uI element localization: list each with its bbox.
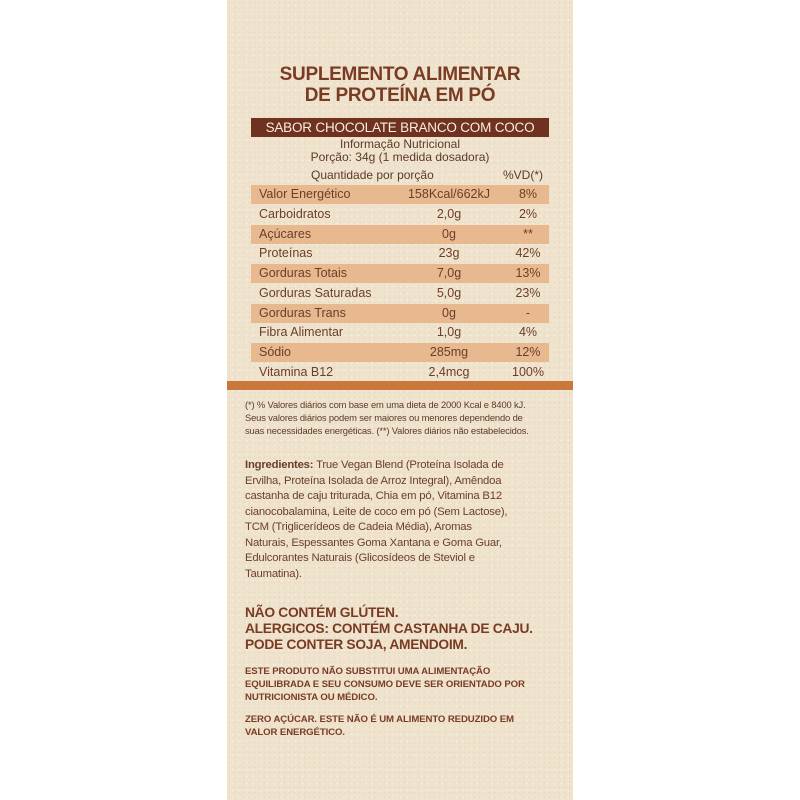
allergen-line: ALERGICOS: CONTÉM CASTANHA DE CAJU.: [245, 621, 533, 636]
nutrient-quantity: 7,0g: [436, 266, 462, 280]
nutrient-quantity: 158Kcal/662kJ: [407, 187, 490, 201]
nutrient-name: Sódio: [259, 345, 291, 359]
nutrition-row: [251, 244, 549, 263]
nutrient-daily-value: 8%: [518, 187, 538, 201]
ingredients-line: castanha de caju triturada, Chia em pó, Vitamina B12: [245, 490, 502, 502]
flavor-banner: SABOR CHOCOLATE BRANCO COM COCO: [251, 118, 549, 137]
serving-size: Porção: 34g (1 medida dosadora): [310, 150, 490, 164]
allergen-line: PODE CONTER SOJA, AMENDOIM.: [245, 637, 468, 652]
nutrient-name: Vitamina B12: [259, 364, 334, 379]
nutrient-name: Proteínas: [259, 246, 313, 261]
nutrition-row: [251, 264, 549, 283]
nutrient-daily-value: 13%: [515, 266, 541, 280]
nutrient-quantity: 0g: [442, 305, 456, 320]
section-divider: [227, 381, 573, 390]
ingredients-block: [245, 458, 565, 582]
footnote-line: suas necessidades energéticas. (**) Valores diários não estabelecidos.: [245, 425, 529, 436]
nutrient-quantity: 0g: [442, 226, 456, 241]
title-line-2: DE PROTEÍNA EM PÓ: [304, 85, 496, 106]
footnote-line: Seus valores diários podem ser maiores ou menores dependendo de: [245, 412, 523, 423]
nutrient-quantity: 23g: [438, 246, 460, 261]
note-line: ZERO AÇÚCAR. ESTE NÃO É UM ALIMENTO REDUZIDO EM: [245, 714, 514, 725]
ingredients-line: Ervilha, Proteína Isolada de Arroz Integral), Amêndoa: [245, 474, 502, 487]
note-line: VALOR ENERGÉTICO.: [245, 727, 345, 738]
nutrition-row: [251, 284, 549, 303]
ingredients-line: TCM (Triglicerídeos de Cadeia Média), Aromas: [245, 521, 472, 533]
product-title: [227, 64, 573, 106]
footnote-line: (*) % Valores diários com base em uma dieta de 2000 Kcal e 8400 kJ.: [245, 399, 526, 410]
nutrient-quantity: 2,0g: [436, 206, 462, 221]
column-header-quantity: Quantidade por porção: [311, 168, 434, 182]
nutrition-row: [251, 205, 549, 224]
nutrient-name: Gorduras Totais: [259, 266, 348, 280]
warning-line: NUTRICIONISTA OU MÉDICO.: [245, 692, 378, 703]
nutrient-daily-value: 12%: [515, 345, 541, 359]
nutrition-row: [251, 304, 549, 323]
nutrient-daily-value: 42%: [515, 246, 541, 261]
nutrition-row: [251, 225, 549, 244]
nutrition-row: [251, 343, 549, 362]
ingredients-line: Edulcorantes Naturais (Glicosídeos de Steviol e: [245, 552, 475, 564]
nutrition-table: [251, 185, 549, 383]
nutrient-daily-value: **: [523, 226, 533, 241]
nutrient-name: Fibra Alimentar: [259, 325, 344, 340]
medical-advice-warning: [245, 665, 565, 704]
ingredients-line: Naturais, Espessantes Goma Xantana e Goma Guar,: [245, 536, 502, 549]
nutrient-quantity: 1,0g: [436, 325, 462, 340]
title-line-1: SUPLEMENTO ALIMENTAR: [279, 64, 521, 85]
column-header-vd: %VD(*): [503, 168, 544, 182]
nutrient-name: Carboidratos: [259, 206, 331, 221]
ingredients-line: cianocobalamina, Leite de coco em pó (Sem Lactose),: [245, 505, 508, 518]
warning-line: ESTE PRODUTO NÃO SUBSTITUI UMA ALIMENTAÇÃO: [245, 666, 491, 677]
nutrient-name: Açúcares: [259, 226, 312, 241]
nutrient-daily-value: -: [525, 305, 531, 320]
nutrition-row: [251, 185, 549, 204]
nutrient-quantity: 285mg: [429, 345, 469, 359]
nutrition-heading: [227, 138, 573, 164]
ingredients-line: True Vegan Blend (Proteína Isolada de: [313, 459, 504, 471]
nutrient-daily-value: 4%: [518, 325, 538, 340]
nutrient-daily-value: 2%: [518, 206, 538, 221]
nutrient-quantity: 2,4mcg: [428, 364, 470, 379]
warning-line: EQUILIBRADA E SEU CONSUMO DEVE SER ORIENTADO POR: [245, 679, 525, 690]
nutrient-daily-value: 23%: [515, 285, 541, 300]
label-panel: [227, 0, 573, 800]
nutrient-name: Gorduras Trans: [259, 305, 346, 320]
nutrient-daily-value: 100%: [512, 364, 544, 379]
nutrient-quantity: 5,0g: [436, 285, 462, 300]
ingredients-label: Ingredientes:: [245, 459, 314, 471]
nutrition-row: [251, 363, 549, 382]
ingredients-line: Taumatina).: [245, 567, 302, 580]
nutrient-name: Gorduras Saturadas: [259, 285, 372, 300]
nutrition-row: [251, 323, 549, 342]
allergen-line: NÃO CONTÉM GLÚTEN.: [245, 605, 399, 620]
zero-sugar-note: [245, 713, 565, 739]
nutrient-name: Valor Energético: [259, 187, 351, 201]
nutrition-title: Informação Nutricional: [339, 137, 461, 151]
allergen-warning: [245, 605, 565, 653]
footnote: [245, 398, 565, 437]
